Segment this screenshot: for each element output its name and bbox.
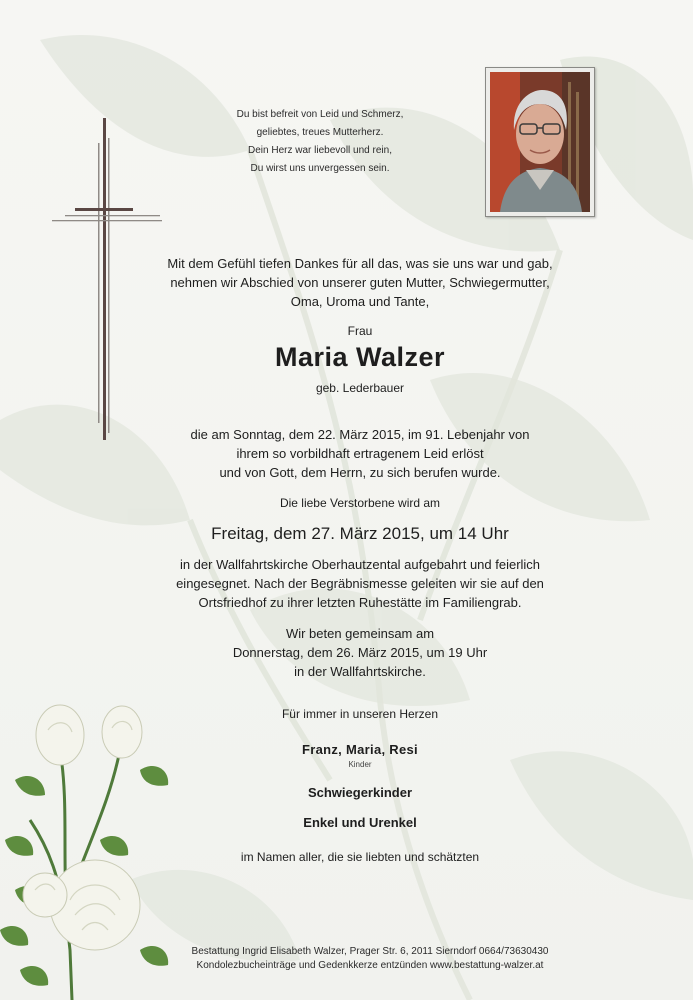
- funeral-date: Freitag, dem 27. März 2015, um 14 Uhr: [211, 524, 509, 543]
- prayer-line: in der Wallfahrtskirche.: [294, 664, 426, 679]
- poem: [190, 106, 450, 178]
- in-laws-label: Schwiegerkinder: [307, 785, 413, 800]
- death-line: ihrem so vorbildhaft ertragenem Leid erlöst: [236, 446, 484, 461]
- funeral-line: eingesegnet. Nach der Begräbnismesse geleiten wir sie auf den: [176, 576, 544, 591]
- children-names: Franz, Maria, Resi: [302, 742, 418, 757]
- poem-line: Du bist befreit von Leid und Schmerz,: [236, 109, 404, 120]
- honorific: Frau: [347, 324, 373, 338]
- prayer-text: [100, 624, 620, 681]
- funeral-intro: Die liebe Verstorbene wird am: [279, 496, 441, 510]
- funeral-line: Ortsfriedhof zu ihrer letzten Ruhestätte im Familiengrab.: [198, 595, 522, 610]
- death-line: und von Gott, dem Herrn, zu sich berufen wurde.: [219, 465, 501, 480]
- poem-line: Du wirst uns unvergessen sein.: [250, 163, 390, 174]
- portrait-photo: [490, 72, 590, 212]
- funeral-home-address: Bestattung Ingrid Elisabeth Walzer, Prager Str. 6, 2011 Sierndorf 0664/73630430: [191, 946, 549, 957]
- prayer-line: Donnerstag, dem 26. März 2015, um 19 Uhr: [232, 645, 488, 660]
- forever-text: Für immer in unseren Herzen: [281, 707, 439, 721]
- death-line: die am Sonntag, dem 22. März 2015, im 91. Lebenjahr von: [190, 427, 530, 442]
- prayer-line: Wir beten gemeinsam am: [285, 626, 435, 641]
- footer: [160, 945, 580, 973]
- funeral-line: in der Wallfahrtskirche Oberhautzental aufgebahrt und feierlich: [179, 557, 541, 572]
- death-text: [100, 425, 620, 482]
- children-label: Kinder: [348, 760, 372, 769]
- intro-line: Oma, Uroma und Tante,: [290, 294, 430, 309]
- grandchildren-label: Enkel und Urenkel: [303, 815, 417, 830]
- funeral-description: [100, 555, 620, 612]
- intro-line: nehmen wir Abschied von unserer guten Mutter, Schwiegermutter,: [170, 275, 550, 290]
- condolence-note: Kondolezbucheinträge und Gedenkkerze entzünden www.bestattung-walzer.at: [196, 960, 544, 971]
- portrait-frame: [485, 67, 595, 217]
- intro-text: [100, 254, 620, 311]
- poem-line: geliebtes, treues Mutterherz.: [256, 127, 384, 138]
- deceased-name: Maria Walzer: [274, 342, 446, 372]
- rose-illustration: [0, 690, 185, 1000]
- poem-line: Dein Herz war liebevoll und rein,: [248, 145, 392, 156]
- closing-text: im Namen aller, die sie liebten und schätzten: [240, 850, 480, 864]
- intro-line: Mit dem Gefühl tiefen Dankes für all das, was sie uns war und gab,: [167, 256, 553, 271]
- maiden-name: geb. Lederbauer: [315, 381, 405, 395]
